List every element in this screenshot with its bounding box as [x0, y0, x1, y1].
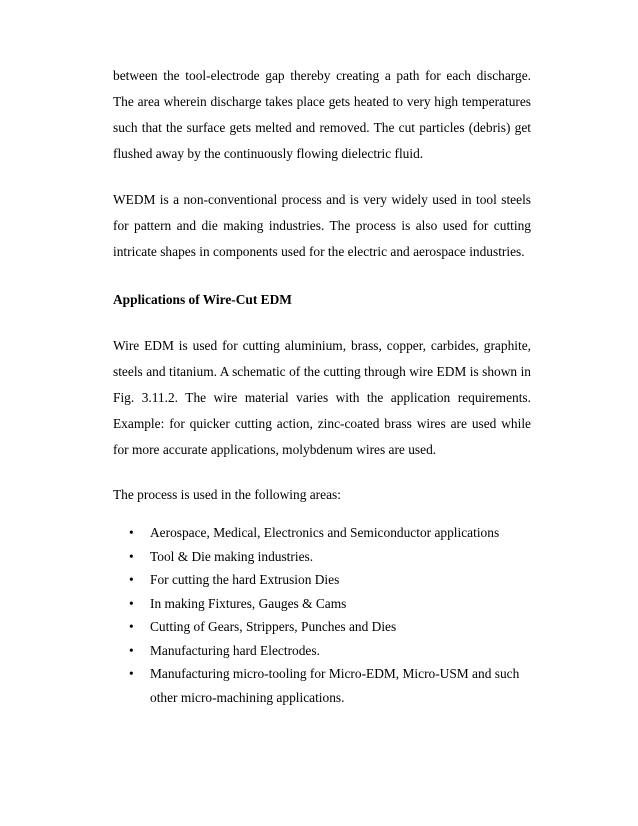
paragraph-discharge: between the tool-electrode gap thereby creating a path for each discharge. The area wherein discharge takes place gets heated to very high temperatures such that the surface gets melted and removed. The cut particles (debris) get flushed away by the continuously flowing dielectric fluid.: [113, 68, 531, 161]
list-item: [113, 662, 531, 709]
section-heading: Applications of Wire-Cut EDM: [113, 292, 292, 307]
list-item-text: Aerospace, Medical, Electronics and Semiconductor applications: [150, 525, 500, 540]
list-item: [113, 615, 531, 639]
list-item: [113, 545, 531, 569]
bullet-icon: •: [129, 572, 134, 587]
bullet-icon: •: [129, 619, 134, 634]
bullet-icon: •: [129, 548, 134, 564]
list-item-text: Manufacturing micro-tooling for Micro-EDM, Micro-USM and such other micro-machining applications.: [150, 666, 520, 705]
list-item-text: Tool & Die making industries.: [150, 548, 314, 564]
list-item: [113, 568, 531, 592]
list-item-text: For cutting the hard Extrusion Dies: [150, 572, 340, 587]
bullet-icon: •: [129, 666, 134, 681]
bullet-icon: •: [129, 642, 134, 658]
list-item: [113, 592, 531, 616]
list-item: [113, 521, 531, 545]
list-item-text: Cutting of Gears, Strippers, Punches and Dies: [150, 619, 397, 634]
list-item-text: In making Fixtures, Gauges & Cams: [150, 595, 347, 611]
bullet-icon: •: [129, 525, 134, 540]
list-item-text: Manufacturing hard Electrodes.: [150, 642, 320, 658]
paragraph-wedm-overview: WEDM is a non-conventional process and is very widely used in tool steels for pattern and die making industries. The process is also used for cutting intricate shapes in components used for the electric and aerospace industries.: [113, 192, 531, 259]
paragraph-areas-intro: The process is used in the following areas:: [113, 487, 341, 502]
application-list: [113, 521, 531, 709]
document-page: [113, 63, 531, 709]
list-item: [113, 639, 531, 663]
paragraph-wire-materials: Wire EDM is used for cutting aluminium, brass, copper, carbides, graphite, steels and titanium. A schematic of the cutting through wire EDM is shown in Fig. 3.11.2. The wire material varies with the application requirements. Example: for quicker cutting action, zinc-coated brass wires are used while for more accurate applications, molybdenum wires are used.: [113, 338, 531, 457]
bullet-icon: •: [129, 595, 134, 611]
